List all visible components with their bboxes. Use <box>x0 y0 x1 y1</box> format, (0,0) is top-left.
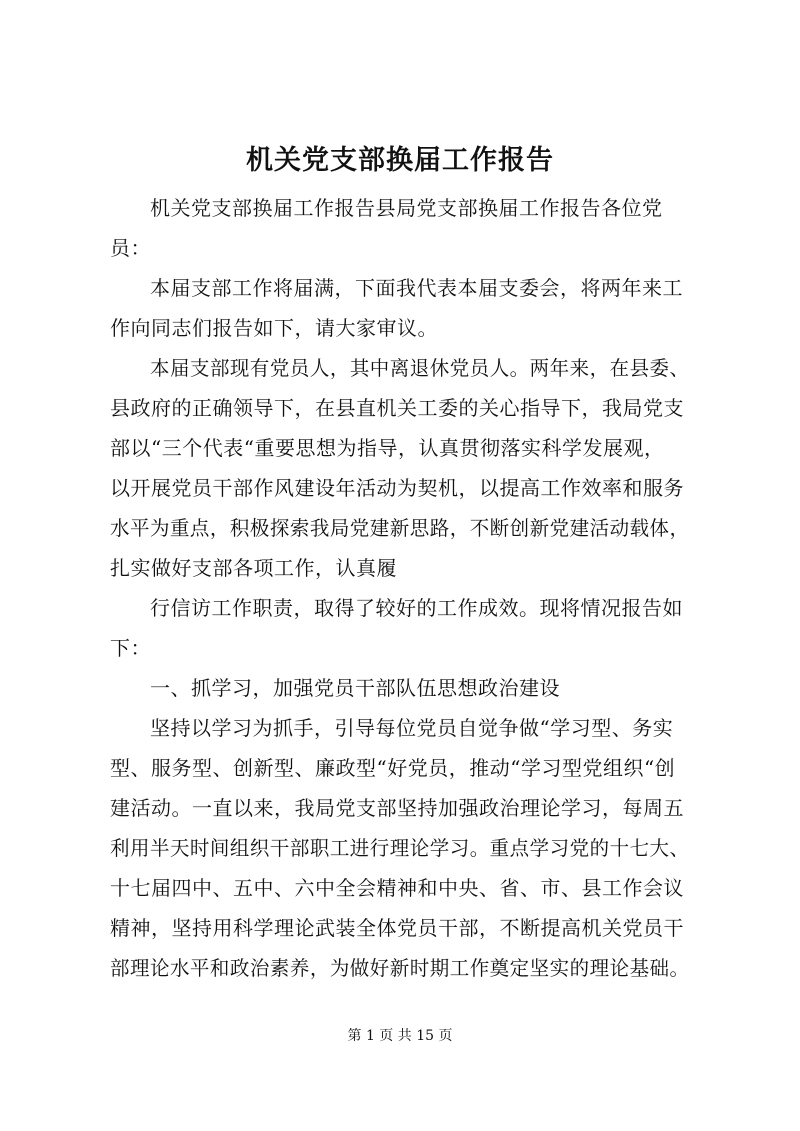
text-line-9: 水平为重点，积极探索我局党建新思路，不断创新党建活动载体， <box>110 516 690 540</box>
text-line-7: 部以“三个代表“重要思想为指导，认真贯彻落实科学发展观， <box>110 436 665 460</box>
text-line-1: 机关党支部换届工作报告县局党支部换届工作报告各位党 <box>150 196 663 220</box>
text-line-10: 扎实做好支部各项工作，认真履 <box>110 556 397 580</box>
text-line-20: 部理论水平和政治素养，为做好新时期工作奠定坚实的理论基础。 <box>110 956 690 980</box>
page-number-footer: 第 1 页 共 15 页 <box>347 1028 453 1044</box>
text-line-4: 作向同志们报告如下，请大家审议。 <box>110 316 438 340</box>
text-line-3: 本届支部工作将届满，下面我代表本届支委会，将两年来工 <box>150 276 683 300</box>
text-line-18: 十七届四中、五中、六中全会精神和中央、省、市、县工作会议 <box>110 876 684 900</box>
text-line-16: 建活动。一直以来，我局党支部坚持加强政治理论学习，每周五 <box>110 796 684 820</box>
text-line-2: 员： <box>110 236 151 260</box>
text-line-12: 下： <box>110 636 151 660</box>
text-line-14: 坚持以学习为抓手，引导每位党员自觉争做“学习型、务实 <box>150 716 674 740</box>
text-line-17: 利用半天时间组织干部职工进行理论学习。重点学习党的十七大、 <box>110 836 690 860</box>
text-line-19: 精神，坚持用科学理论武装全体党员干部，不断提高机关党员干 <box>110 916 684 940</box>
text-line-6: 县政府的正确领导下，在县直机关工委的关心指导下，我局党支 <box>110 396 684 420</box>
section-heading-1: 一、抓学习，加强党员干部队伍思想政治建设 <box>150 676 560 700</box>
page-title: 机关党支部换届工作报告 <box>246 145 554 176</box>
text-line-15: 型、服务型、创新型、廉政型“好党员，推动“学习型党组织“创 <box>110 756 676 780</box>
text-line-5: 本届支部现有党员人，其中离退休党员人。两年来，在县委、 <box>150 356 690 380</box>
text-line-11: 行信访工作职责，取得了较好的工作成效。现将情况报告如 <box>150 596 683 620</box>
text-line-8: 以开展党员干部作风建设年活动为契机，以提高工作效率和服务 <box>110 476 684 500</box>
